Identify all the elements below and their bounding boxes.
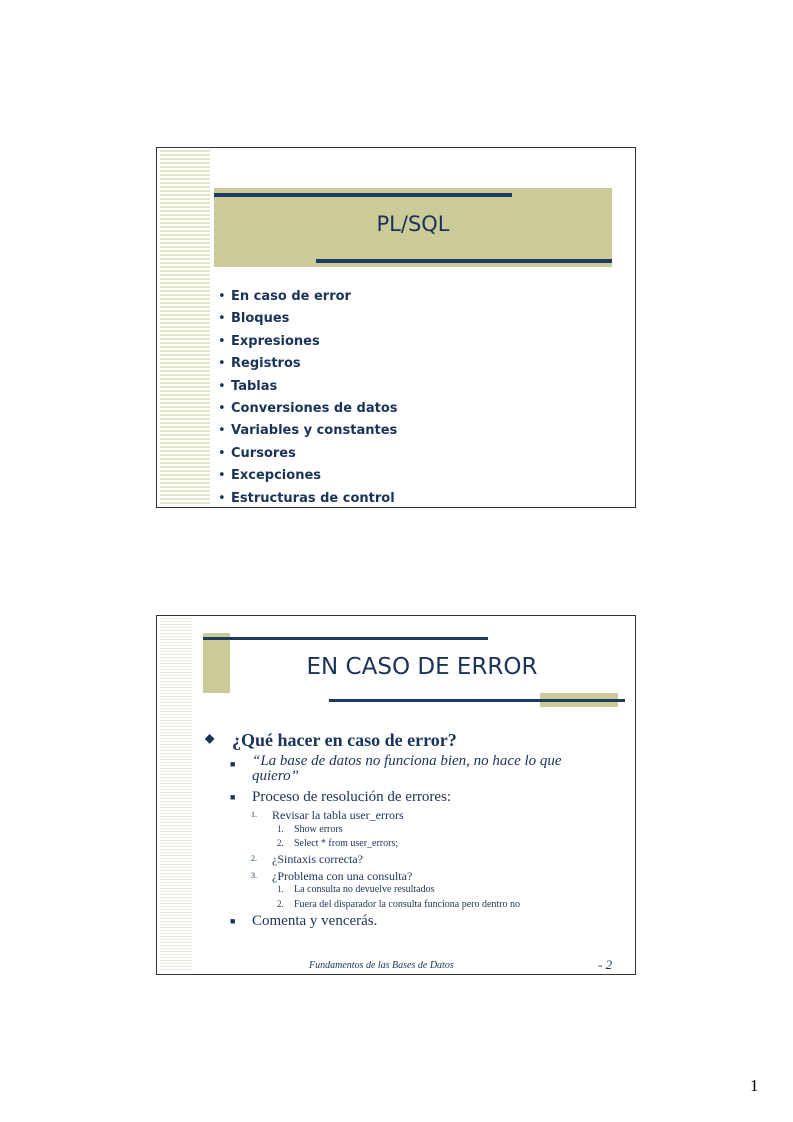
slide-2: [156, 615, 636, 975]
bullet-icon: •: [218, 423, 226, 439]
bullet-icon: •: [218, 333, 226, 349]
bullet-icon: •: [218, 356, 226, 372]
list-item: • Expresiones: [218, 331, 398, 353]
closing-item: ■ Comenta y vencerás.: [230, 913, 378, 929]
slide-footer: Fundamentos de las Bases de Datos: [309, 960, 454, 971]
diamond-bullet-icon: ◆: [205, 731, 215, 745]
substep-item: 2. Fuera del disparador la consulta funciona pero dentro no: [277, 899, 521, 910]
slide-number: - 2: [598, 957, 613, 972]
step-item: 2. ¿Sintaxis correcta?: [251, 852, 363, 866]
list-item: • Bloques: [218, 308, 398, 330]
substep-item: 1. Show errors: [277, 824, 343, 835]
list-item: • Conversiones de datos: [218, 398, 398, 420]
topic-list: [218, 286, 398, 508]
bullet-icon: •: [218, 378, 226, 394]
title-top-bar: [203, 637, 488, 640]
slide-title: PL/SQL: [376, 212, 450, 236]
decorative-stripes: [160, 150, 210, 505]
step-item: 3. ¿Problema con una consulta?: [251, 869, 413, 883]
main-question: ◆ ¿Qué hacer en caso de error?: [205, 730, 457, 750]
bullet-icon: •: [218, 289, 226, 304]
square-bullet-icon: ■: [230, 759, 236, 769]
page-number: 1: [750, 1076, 759, 1095]
slide-1: [156, 147, 636, 508]
substep-item: 2. Select * from user_errors;: [277, 838, 399, 849]
slide-title: EN CASO DE ERROR: [306, 654, 538, 680]
bullet-icon: •: [218, 311, 226, 327]
square-bullet-icon: ■: [230, 792, 236, 802]
step-item: 1. Revisar la tabla user_errors: [251, 808, 404, 822]
title-bottom-bar: [329, 699, 625, 702]
list-item: • Estructuras de control: [218, 488, 398, 508]
title-accent-block: [203, 633, 230, 693]
bullet-icon: •: [218, 490, 226, 506]
bullet-icon: •: [218, 400, 226, 416]
substep-item: 1. La consulta no devuelve resultados: [277, 884, 435, 895]
decorative-stripes: [160, 618, 192, 972]
list-item: • Variables y constantes: [218, 420, 398, 442]
list-item: • Tablas: [218, 376, 398, 398]
list-item: • En caso de error: [218, 286, 398, 308]
process-item: ■ Proceso de resolución de errores:: [230, 789, 452, 805]
bullet-icon: •: [218, 468, 226, 484]
list-item: • Excepciones: [218, 465, 398, 487]
list-item: • Registros: [218, 353, 398, 375]
title-top-bar: [214, 193, 512, 197]
title-bottom-bar: [316, 259, 612, 263]
quote-item: ■ “La base de datos no funciona bien, no hace lo que quiero”: [230, 753, 562, 784]
bullet-icon: •: [218, 445, 226, 461]
list-item: • Cursores: [218, 443, 398, 465]
square-bullet-icon: ■: [230, 916, 236, 926]
